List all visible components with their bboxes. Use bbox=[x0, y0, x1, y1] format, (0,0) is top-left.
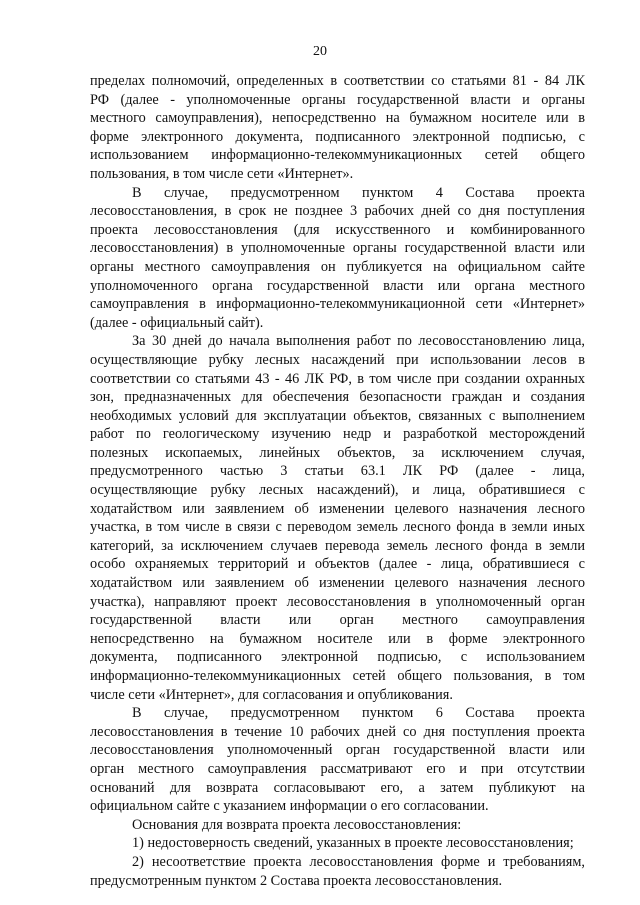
text-line: В случае, предусмотренном пунктом 4 Состава проекта bbox=[132, 184, 585, 201]
text-line: ходатайством или заявлением об изменении целевого назначения лесного bbox=[90, 575, 585, 592]
paragraph bbox=[90, 332, 585, 704]
text-line: особо охраняемых территорий и объектов (далее - лица, обратившиеся с bbox=[90, 556, 585, 573]
text-line: полезных ископаемых, линейных объектов, за исключением случая, bbox=[90, 444, 585, 461]
document-body bbox=[90, 72, 585, 890]
text-line: документа, подписанного электронной подписью, с использованием bbox=[90, 649, 585, 666]
text-line: самоуправления в информационно-телекоммуникационной сети «Интернет» bbox=[90, 296, 585, 313]
text-line: числе сети «Интернет», для согласования и опубликования. bbox=[90, 686, 453, 703]
text-line: государственной власти или орган местного самоуправления bbox=[90, 612, 585, 629]
text-line: работ по геологическому изучению недр и разработкой месторождений bbox=[90, 426, 585, 443]
text-line: уполномоченного органа государственной власти или органа местного bbox=[90, 277, 585, 294]
text-line: форме электронного документа, подписанного электронной подписью, с bbox=[90, 128, 585, 145]
text-line: проекта лесовосстановления (для искусственного и комбинированного bbox=[90, 221, 585, 238]
text-line: лесовосстановления уполномоченный орган государственной власти или bbox=[90, 742, 585, 759]
paragraph bbox=[90, 72, 585, 184]
paragraph bbox=[90, 834, 585, 853]
text-line: участка), направляют проект лесовосстановления в уполномоченный орган bbox=[90, 593, 585, 610]
text-line: предусмотренным пунктом 2 Состава проекта лесовосстановления. bbox=[90, 872, 503, 889]
text-line: зон, предназначенных для обеспечения безопасности граждан и создания bbox=[90, 389, 585, 406]
text-line: оснований для возврата согласовывают его, а затем публикуют на bbox=[90, 779, 585, 796]
paragraph bbox=[90, 816, 585, 835]
text-line: пределах полномочий, определенных в соответствии со статьями 81 - 84 ЛК bbox=[90, 73, 585, 89]
text-line: лесовосстановления) в уполномоченные органы государственной власти или bbox=[90, 240, 585, 257]
text-line: ходатайством или заявлением об изменении целевого назначения лесного bbox=[90, 500, 585, 517]
text-line: местного самоуправления), непосредственно на бумажном носителе или в bbox=[90, 110, 585, 127]
text-line: За 30 дней до начала выполнения работ по лесовосстановлению лица, bbox=[132, 333, 585, 350]
text-line: 2) несоответствие проекта лесовосстановления форме и требованиям, bbox=[132, 853, 585, 870]
text-line: орган местного самоуправления рассматривают его и при отсутствии bbox=[90, 760, 585, 777]
paragraph bbox=[90, 704, 585, 816]
text-line: соответствии со статьями 43 - 46 ЛК РФ, в том числе при создании охранных bbox=[90, 370, 585, 387]
text-line: органы местного самоуправления он публикуется на официальном сайте bbox=[90, 258, 585, 275]
page-number: 20 bbox=[313, 44, 327, 59]
text-line: необходимых условий для эксплуатации объектов, связанных с выполнением bbox=[90, 407, 585, 424]
text-line: (далее - официальный сайт). bbox=[90, 314, 264, 331]
text-line: информационно-телекоммуникационных сетей общего пользования, в том bbox=[90, 668, 585, 684]
text-line: 1) недостоверность сведений, указанных в проекте лесовосстановления; bbox=[132, 835, 574, 852]
text-line: лесовосстановления, в срок не позднее 3 рабочих дней со дня поступления bbox=[90, 203, 585, 220]
text-line: лесовосстановления в течение 10 рабочих дней со дня поступления проекта bbox=[90, 723, 585, 740]
text-line: предусмотренного частью 3 статьи 63.1 ЛК РФ (далее - лица, bbox=[90, 463, 585, 480]
text-line: использованием информационно-телекоммуникационных сетей общего bbox=[90, 147, 585, 164]
text-line: пользования, в том числе сети «Интернет». bbox=[90, 165, 354, 182]
text-line: РФ (далее - уполномоченные органы государственной власти и органы bbox=[90, 91, 585, 108]
text-line: осуществляющие рубку лесных насаждений при использовании лесов в bbox=[90, 351, 585, 368]
text-line: непосредственно на бумажном носителе или в форме электронного bbox=[90, 630, 585, 647]
text-line: Основания для возврата проекта лесовосстановления: bbox=[132, 816, 462, 833]
text-line: участка, в том числе в связи с переводом земель лесного фонда в земли иных bbox=[90, 519, 585, 536]
text-line: В случае, предусмотренном пунктом 6 Состава проекта bbox=[132, 705, 585, 722]
text-line: категорий, за исключением случаев перевода земель лесного фонда в земли bbox=[90, 537, 585, 554]
text-line: осуществляющие рубку лесных насаждений), и лица, обратившиеся с bbox=[90, 482, 585, 499]
paragraph bbox=[90, 184, 585, 333]
paragraph bbox=[90, 853, 585, 890]
text-line: официальном сайте с указанием информации о его согласовании. bbox=[90, 798, 489, 815]
